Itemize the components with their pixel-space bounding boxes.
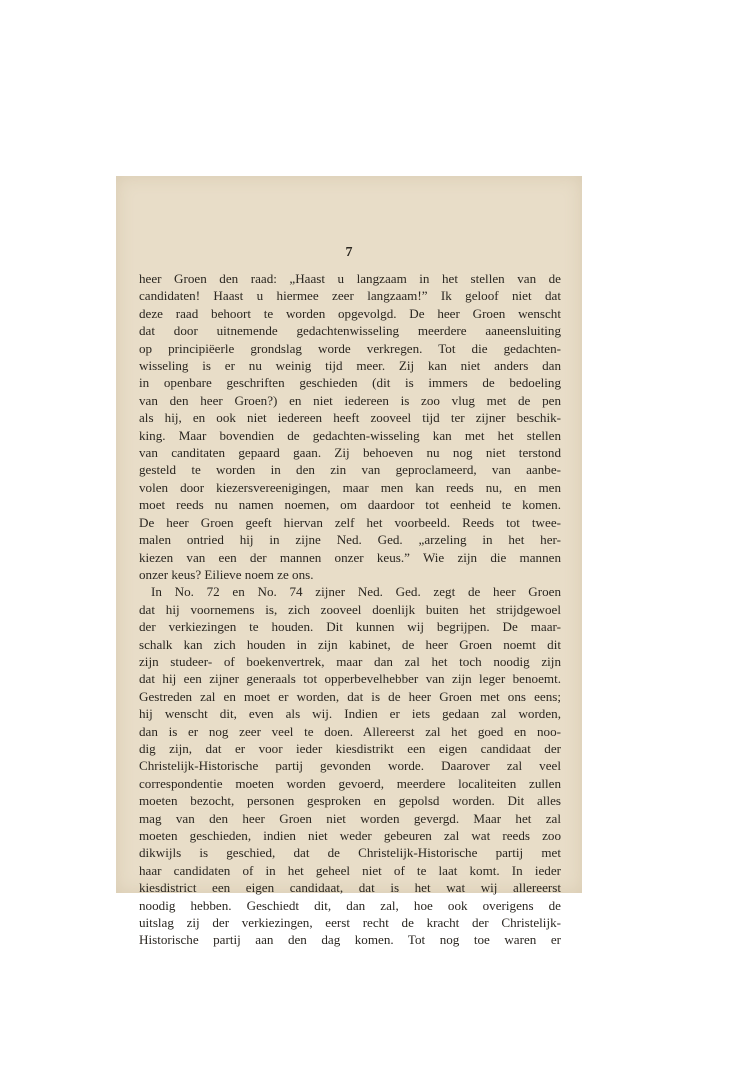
text-line: wisseling is er nu weinig tijd meer. Zij kan niet anders dan (139, 358, 561, 374)
text-line: dat hij voornemens is, zich zooveel doenlijk buiten het strijdgewoel (139, 601, 561, 617)
text-line: De heer Groen geeft hiervan zelf het voorbeeld. Reeds tot twee- (139, 514, 561, 530)
text-line: haar candidaten of in het geheel niet of te laat komt. In ieder (139, 862, 561, 878)
text-line: van den heer Groen?) en niet iedereen is zoo vlug met de pen (139, 392, 561, 408)
text-line: kiezen van een der mannen onzer keus.” Wie zijn die mannen (139, 549, 561, 565)
text-line: dikwijls is geschied, dat de Christelijk-Historische partij met (139, 845, 561, 861)
text-line: moeten geschieden, indien niet weder gebeuren zal wat reeds zoo (139, 828, 561, 843)
page-number: 7 (345, 245, 353, 260)
text-line: gesteld te worden in den zin van geproclameerd, van aanbe- (139, 462, 561, 478)
text-line: zijn studeer- of boekenvertrek, maar dan zal het toch noodig zijn (139, 653, 561, 669)
text-line: malen ontried hij in zijne Ned. Ged. „arzeling in het her- (139, 532, 561, 548)
text-line: noodig hebben. Geschiedt dit, dan zal, hoe ook overigens de (139, 897, 561, 913)
body-text (139, 270, 561, 949)
text-line: kiesdistrict een eigen candidaat, dat is het wat wij allereerst (139, 880, 561, 896)
text-line: uitslag zij der verkiezingen, eerst recht de kracht der Christelijk- (139, 915, 561, 931)
text-line: Historische partij aan den dag komen. Tot nog toe waren er (139, 932, 561, 948)
text-line: volen door kiezersvereenigingen, maar men kan reeds nu, en men (139, 479, 561, 495)
text-line: onzer keus? Eilieve noem ze ons. (139, 566, 314, 582)
text-line: Gestreden zal en moet er worden, dat is de heer Groen met ons eens; (139, 688, 561, 704)
text-line: dig zijn, dat er voor ieder kiesdistrikt een eigen candidaat der (139, 740, 561, 756)
text-line: moet reeds nu namen noemen, om daardoor tot eenheid te komen. (139, 497, 561, 513)
text-line: In No. 72 en No. 74 zijner Ned. Ged. zegt de heer Groen (151, 584, 561, 600)
text-line: king. Maar bovendien de gedachten-wisseling kan met het stellen (139, 427, 561, 443)
text-line: als hij, en ook niet iedereen heeft zooveel tijd ter zijner beschik- (139, 410, 561, 426)
text-line: op principiëerle grondslag worde verkregen. Tot die gedachten- (139, 340, 561, 356)
text-line: mag van den heer Groen niet worden gevergd. Maar het zal (139, 810, 561, 826)
text-line: heer Groen den raad: „Haast u langzaam in het stellen van de (139, 271, 561, 286)
text-line: dat door uitnemende gedachtenwisseling meerdere aaneensluiting (139, 323, 561, 339)
text-line: van canditaten gepaard gaan. Zij behoeven nu nog niet terstond (139, 445, 561, 461)
text-line: der verkiezingen te houden. Dit kunnen wij begrijpen. De maar- (139, 619, 561, 635)
text-line: correspondentie moeten worden gevoerd, meerdere localiteiten zullen (139, 775, 561, 791)
text-line: dan is er nog zeer veel te doen. Allereerst zal het goed en noo- (139, 723, 561, 739)
text-line: schalk kan zich houden in zijn kabinet, de heer Groen noemt dit (139, 636, 561, 652)
text-line: Christelijk-Historische partij gevonden worde. Daarover zal veel (139, 758, 561, 774)
text-line: dat hij een zijner generaals tot opperbevelhebber van zijn leger benoemt. (139, 671, 561, 687)
text-line: candidaten! Haast u hiermee zeer langzaam!” Ik geloof niet dat (139, 288, 561, 304)
text-line: in openbare geschriften geschieden (dit is immers de bedoeling (139, 375, 561, 391)
text-line: hij wenscht dit, even als wij. Indien er iets gedaan zal worden, (139, 706, 561, 722)
scanned-page (116, 176, 582, 948)
text-line: deze raad behoort te worden opgevolgd. De heer Groen wenscht (139, 305, 561, 321)
text-line: moeten bezocht, personen gesproken en gepolsd worden. Dit alles (139, 793, 561, 809)
